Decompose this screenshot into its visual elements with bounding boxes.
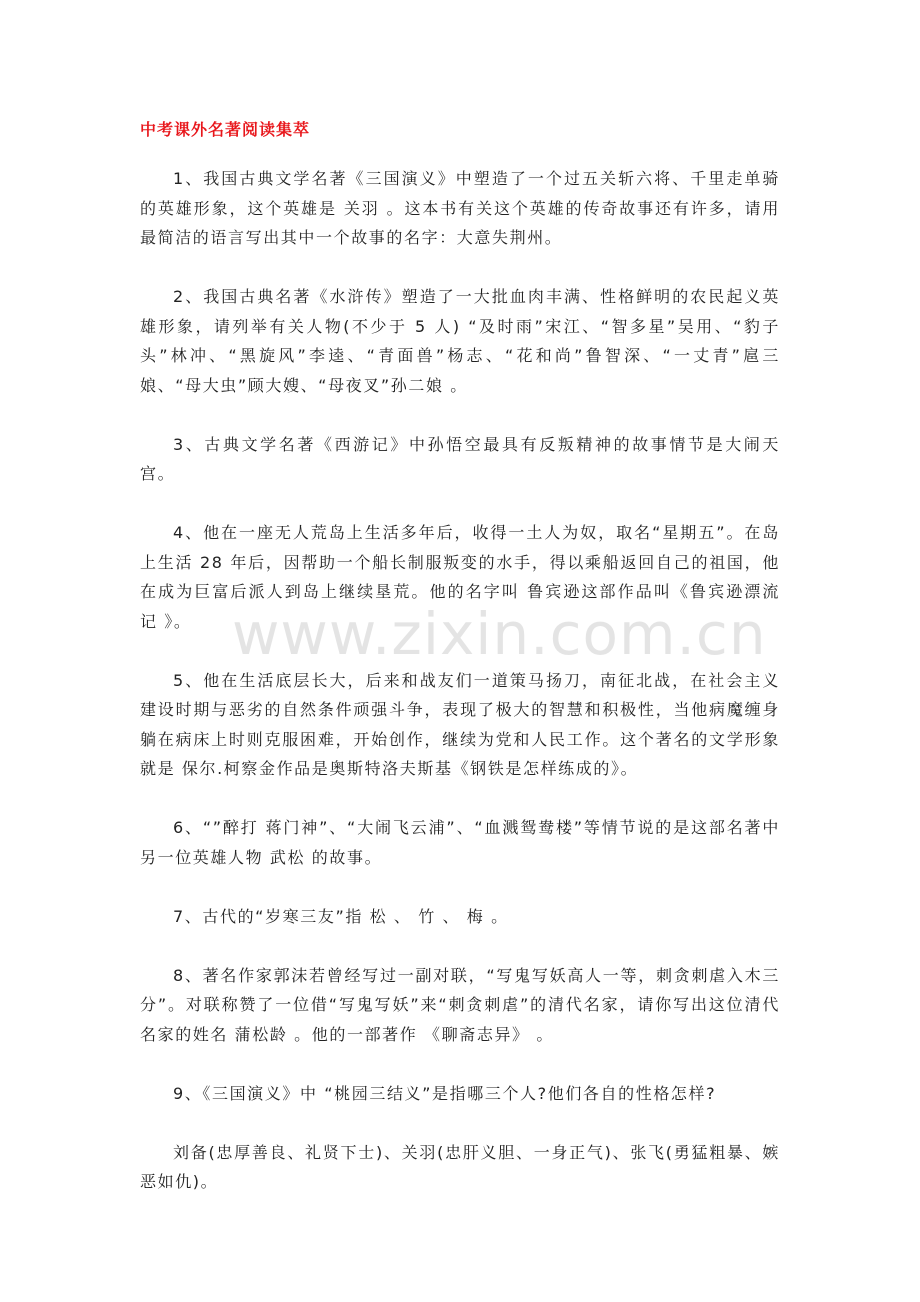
document-body [140,118,780,1226]
question-1: 1、我国古典文学名著《三国演义》中塑造了一个过五关斩六将、千里走单骑的英雄形象，这个英雄是 关羽 。这本书有关这个英雄的传奇故事还有许多，请用最简洁的语言写出其中一个故事的名字：大意失荆州。 [140,169,780,247]
question-2: 2、我国古典名著《水浒传》塑造了一大批血肉丰满、性格鲜明的农民起义英雄形象，请列举有关人物(不少于 5 人) “及时雨”宋江、“智多星”吴用、“豹子头”林冲、“黑旋风”李逵、“青面兽”杨志、“花和尚”鲁智深、“一丈青”扈三娘、“母大虫”顾大嫂、“母夜叉”孙二娘 。 [140,287,780,395]
document-title: 中考课外名著阅读集萃 [140,120,311,139]
question-7: 7、古代的“岁寒三友”指 松 、 竹 、 梅 。 [173,906,509,926]
question-4: 4、他在一座无人荒岛上生活多年后，收得一土人为奴，取名“星期五”。在岛上生活 28 年后，因帮助一个船长制服叛变的水手，得以乘船返回自己的祖国，他在成为巨富后派人到岛上继续垦荒。他的名字叫 鲁宾逊这部作品叫《鲁宾逊漂流记 》。 [140,523,780,631]
question-8: 8、著名作家郭沫若曾经写过一副对联，“写鬼写妖高人一等，刺贪刺虐入木三分”。对联称赞了一位借“写鬼写妖”来“刺贪刺虐”的清代名家，请你写出这位清代名家的姓名 蒲松龄 。他的一部著作 《聊斋志异》 。 [140,965,780,1044]
question-5: 5、他在生活底层长大，后来和战友们一道策马扬刀，南征北战，在社会主义建设时期与恶劣的自然条件顽强斗争，表现了极大的智慧和积极性，当他病魔缠身躺在病床上时则克服困难，开始创作，继续为党和人民工作。这个著名的文学形象就是 保尔.柯察金作品是奥斯特洛夫斯基《钢铁是怎样练成的》。 [140,670,780,778]
question-9: 9、《三国演义》中 “桃园三结义”是指哪三个人?他们各自的性格怎样? [173,1083,717,1103]
question-6: 6、“”醉打 蒋门神”、“大闹飞云浦”、“血溅鸳鸯楼”等情节说的是这部名著中另一位英雄人物 武松 的故事。 [140,818,780,867]
question-3: 3、古典文学名著《西游记》中孙悟空最具有反叛精神的故事情节是大闹天宫。 [140,434,780,483]
watermark-text: www.zixin.com.cn [232,600,767,668]
answer-9: 刘备(忠厚善良、礼贤下士)、关羽(忠肝义胆、一身正气)、张飞(勇猛粗暴、嫉恶如仇)。 [140,1142,780,1191]
